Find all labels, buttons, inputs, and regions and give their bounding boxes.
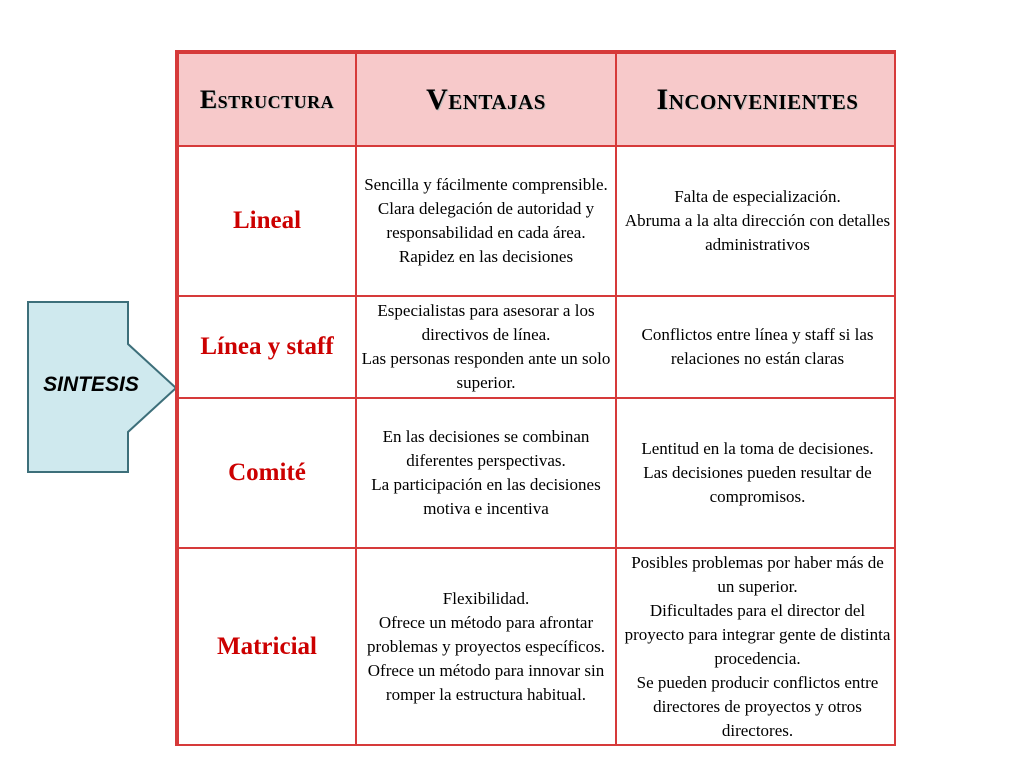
ventajas-cell	[356, 548, 616, 746]
ventaja-text: En las decisiones se combinan diferentes perspectivas.	[382, 427, 590, 470]
inconveniente-text: Se pueden producir conflictos entre directores de proyectos y otros directores.	[636, 673, 879, 740]
ventaja-text: La participación en las decisiones motiva e incentiva	[371, 475, 601, 518]
sintesis-callout	[27, 300, 179, 474]
header-inconvenientes: Inconvenientes	[616, 53, 896, 146]
inconveniente-text: Dificultades para el director del proyecto para integrar gente de distinta procedencia.	[624, 601, 891, 668]
ventaja-text: Sencilla y fácilmente comprensible.	[364, 175, 608, 194]
ventaja-text: Especialistas para asesorar a los directivos de línea.	[377, 301, 595, 344]
structure-name: Matricial	[178, 548, 356, 746]
ventaja-text: Las personas responden ante un solo superior.	[361, 349, 611, 392]
structure-name: Comité	[178, 398, 356, 548]
ventaja-text: Flexibilidad.	[442, 589, 530, 608]
inconvenientes-cell	[616, 296, 896, 398]
header-ventajas: Ventajas	[356, 53, 616, 146]
inconveniente-text: Posibles problemas por haber más de un superior.	[631, 553, 884, 596]
inconveniente-text: Conflictos entre línea y staff si las relaciones no están claras	[641, 325, 874, 368]
ventaja-text: Ofrece un método para innovar sin romper la estructura habitual.	[367, 661, 605, 704]
table-row-comite	[178, 398, 896, 548]
inconveniente-text: Las decisiones pueden resultar de compromisos.	[643, 463, 872, 506]
inconvenientes-cell	[616, 398, 896, 548]
ventaja-text: Ofrece un método para afrontar problemas y proyectos específicos.	[367, 613, 605, 656]
inconvenientes-cell	[616, 146, 896, 296]
ventaja-text: Clara delegación de autoridad y responsabilidad en cada área.	[377, 199, 595, 242]
callout-label: SINTESIS	[43, 373, 139, 396]
header-estructura: Estructura	[178, 53, 356, 146]
inconveniente-text: Abruma a la alta dirección con detalles administrativos	[624, 211, 891, 254]
structures-table	[175, 50, 896, 746]
table-row-lineal	[178, 146, 896, 296]
ventajas-cell	[356, 146, 616, 296]
structure-name: Lineal	[178, 146, 356, 296]
ventaja-text: Rapidez en las decisiones	[398, 247, 574, 266]
ventajas-cell	[356, 296, 616, 398]
ventajas-cell	[356, 398, 616, 548]
inconvenientes-cell	[616, 548, 896, 746]
table-row-matricial	[178, 548, 896, 746]
table-header-row	[178, 53, 896, 146]
inconveniente-text: Lentitud en la toma de decisiones.	[641, 439, 874, 458]
structure-name: Línea y staff	[178, 296, 356, 398]
table-row-linea-staff	[178, 296, 896, 398]
inconveniente-text: Falta de especialización.	[674, 187, 841, 206]
